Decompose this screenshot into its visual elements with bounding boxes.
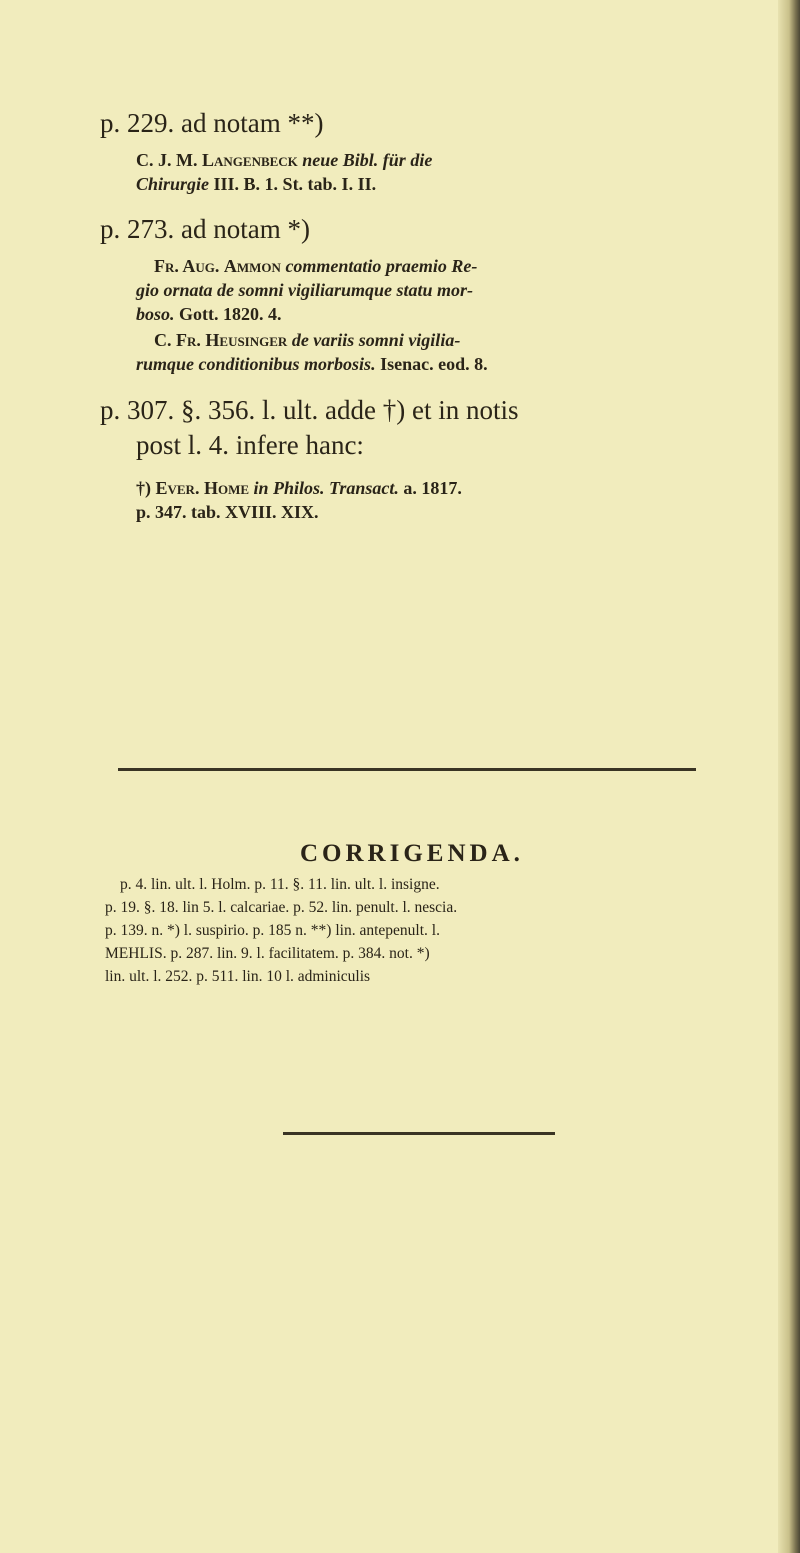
entry-line [136, 150, 432, 171]
title-text: Chirurgie [136, 174, 210, 194]
citation: Gott. 1820. 4. [179, 304, 282, 324]
title-text: neue Bibl. für die [302, 150, 433, 170]
author: Home [203, 478, 250, 498]
word: in [253, 478, 269, 498]
entry-heading: p. 273. ad notam *) [100, 214, 310, 244]
title-text: commentatio praemio Re- [285, 256, 478, 276]
closing-rule [283, 1132, 555, 1135]
corrigenda-line: lin. ult. l. 252. p. 511. lin. 10 l. adminiculis [105, 968, 371, 985]
page-binding-edge [778, 0, 800, 1553]
entry-line [154, 256, 477, 277]
ornamental-rule [118, 768, 696, 771]
entry-line [136, 354, 488, 375]
author: Langenbeck [202, 150, 298, 170]
citation: a. 1817. [403, 478, 462, 498]
entry-line: gio ornata de somni vigiliarumque statu mor- [136, 280, 474, 300]
citation: Isenac. eod. 8. [380, 354, 488, 374]
entry-line [136, 174, 376, 195]
title-text: Philos. Transact. [273, 478, 399, 498]
initials: Fr. Aug. [154, 256, 220, 276]
entry-line: p. 347. tab. XVIII. XIX. [136, 502, 319, 522]
initials: C. Fr. [154, 330, 201, 350]
corrigenda-line: p. 19. §. 18. lin 5. l. calcariae. p. 52. lin. penult. l. nescia. [105, 899, 458, 916]
entry-line [136, 304, 282, 325]
corrigenda-line: p. 139. n. *) l. suspirio. p. 185 n. **) lin. antepenult. l. [105, 922, 440, 939]
initials: C. J. M. [136, 150, 198, 170]
title-text: rumque conditionibus morbosis. [136, 354, 376, 374]
entry-heading: p. 229. ad notam **) [100, 108, 324, 138]
author: Heusinger [205, 330, 288, 350]
entry-heading-cont: post l. 4. infere hanc: [136, 430, 364, 460]
corrigenda-line: MEHLIS. p. 287. lin. 9. l. facilitatem. p. 384. not. *) [105, 945, 430, 962]
citation: III. B. 1. St. tab. I. II. [213, 174, 377, 194]
entry-line [136, 478, 462, 499]
corrigenda-title: CORRIGENDA. [300, 840, 524, 867]
title-text: boso. [136, 304, 175, 324]
author: Ammon [223, 256, 281, 276]
corrigenda-line: p. 4. lin. ult. l. Holm. p. 11. §. 11. lin. ult. l. insigne. [120, 876, 440, 893]
entry-line [154, 330, 460, 351]
title-text: de variis somni vigilia- [291, 330, 461, 350]
entry-heading: p. 307. §. 356. l. ult. adde †) et in notis [100, 395, 519, 425]
initials: †) Ever. [136, 478, 200, 498]
